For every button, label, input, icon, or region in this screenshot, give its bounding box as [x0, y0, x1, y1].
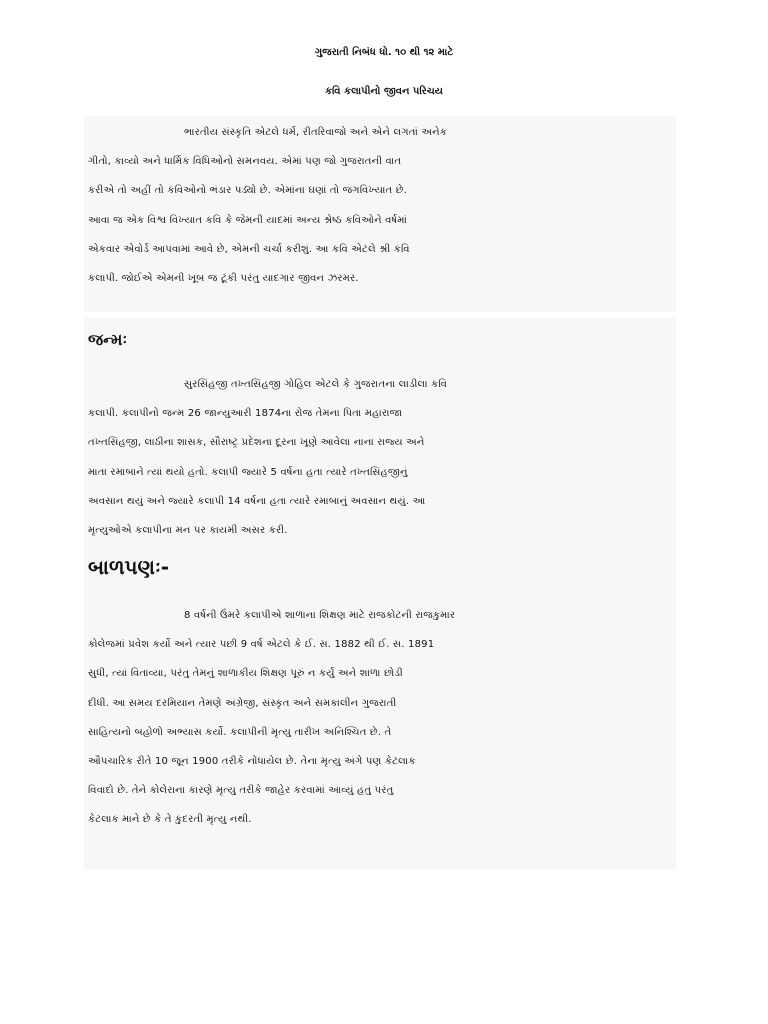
- paragraph-line: તખ્તસિંહજી, લાઠીના શાસક, સૌરાષ્ટ્ર પ્રદેશના દૂરના ખૂણે આવેલા નાના રાજ્ય અને: [88, 437, 425, 449]
- paragraph-line: ભારતીય સંસ્કૃતિ એટલે ધર્મ, રીતરિવાજો અને એને લગતાં અનેક: [184, 127, 448, 138]
- birth-paragraph: [88, 370, 678, 545]
- paragraph-line: માતા રમાબાને ત્યાં થયો હતો. કલાપી જ્યારે 5 વર્ષના હતા ત્યારે તખ્તસિંહજીનું: [88, 466, 408, 478]
- paragraph-line: એકવાર એવોર્ડ આપવામાં આવે છે, એમની ચર્ચા કરીશું. આ કવિ એટલે શ્રી કવિ: [88, 243, 410, 255]
- childhood-paragraph: [88, 601, 678, 835]
- paragraph-line: દીધી. આ સમય દરમિયાન તેમણે અંગ્રેજી, સંસ્કૃત અને સમકાલીન ગુજરાતી: [88, 697, 397, 709]
- paragraph-line: મૃત્યુઓએ કલાપીના મન પર કાયમી અસર કરી.: [88, 525, 288, 537]
- paragraph-line: સુધી, ત્યાં વિતાવ્યા, પરંતુ તેમનું શાળાકીય શિક્ષણ પૂરું ન કર્યું અને શાળા છોડી: [88, 668, 403, 680]
- paragraph-line: વિવાદો છે. તેને કોલેરાના કારણે મૃત્યુ તરીકે જાહેર કરવામાં આવ્યું હતું પરંતુ: [88, 785, 394, 797]
- paragraph-line: ગીતો, કાવ્યો અને ધાર્મિક વિધિઓનો સમનવય. એમાં પણ જો ગુજરાતની વાત: [88, 156, 402, 168]
- paragraph-line: ઔપચારિક રીતે 10 જૂન 1900 તરીકે નોંધાયેલ છે. તેના મૃત્યુ અંગે પણ કેટલાક: [88, 756, 416, 768]
- page-subtitle: ગુજરાતી નિબંધ ધો. ૧૦ થી ૧૨ માટે: [314, 47, 454, 58]
- paragraph-line: કેટલાક માને છે કે તે કુદરતી મૃત્યુ નથી.: [88, 814, 252, 826]
- paragraph-line: 8 વર્ષની ઉંમરે કલાપીએ શાળાના શિક્ષણ માટે રાજકોટની રાજકુમાર: [184, 610, 456, 621]
- paragraph-line: કલાપી. જોઈએ એમની ખૂબ જ ટૂંકી પરંતુ યાદગાર જીવન ઝરમર.: [88, 273, 359, 285]
- paragraph-line: કલાપી. કલાપીનો જન્મ 26 જાન્યુઆરી 1874ના રોજ તેમના પિતા મહારાજા: [88, 408, 403, 420]
- paragraph-line: કોલેજમાં પ્રવેશ કર્યો અને ત્યાર પછી 9 વર્ષ એટલે કે ઈ. સ. 1882 થી ઈ. સ. 1891: [88, 639, 435, 651]
- section-heading-childhood: બાળપણઃ-: [88, 555, 170, 579]
- paragraph-line: કરીએ તો અહીં તો કવિઓનો ભંડાર પડ્યો છે. એમાંના ઘણાં તો જગવિખ્યાત છે.: [88, 185, 408, 197]
- paragraph-line: અવસાન થયું અને જ્યારે કલાપી 14 વર્ષના હતા ત્યારે રમાબાનું અવસાન થયું. આ: [88, 495, 426, 507]
- paragraph-line: આવા જ એક વિશ્વ વિખ્યાત કવિ કે જેમની યાદમાં અન્ય શ્રેષ્ઠ કવિઓને વર્ષમાં: [88, 214, 408, 226]
- paragraph-line: સાહિત્યનો બહોળો અભ્યાસ કર્યો. કલાપીની મૃત્યુ તારીખ અનિશ્ચિત છે. તે: [88, 726, 392, 738]
- section-heading-birth: જન્મઃ: [88, 330, 128, 349]
- intro-paragraph: [88, 118, 678, 293]
- paragraph-line: સુરસિંહજી તખ્તસિંહજી ગોહિલ એટલે કે ગુજરાતના લાડીલા કવિ: [184, 379, 448, 390]
- page-title: કવિ કલાપીનો જીવન પરિચય: [324, 86, 443, 97]
